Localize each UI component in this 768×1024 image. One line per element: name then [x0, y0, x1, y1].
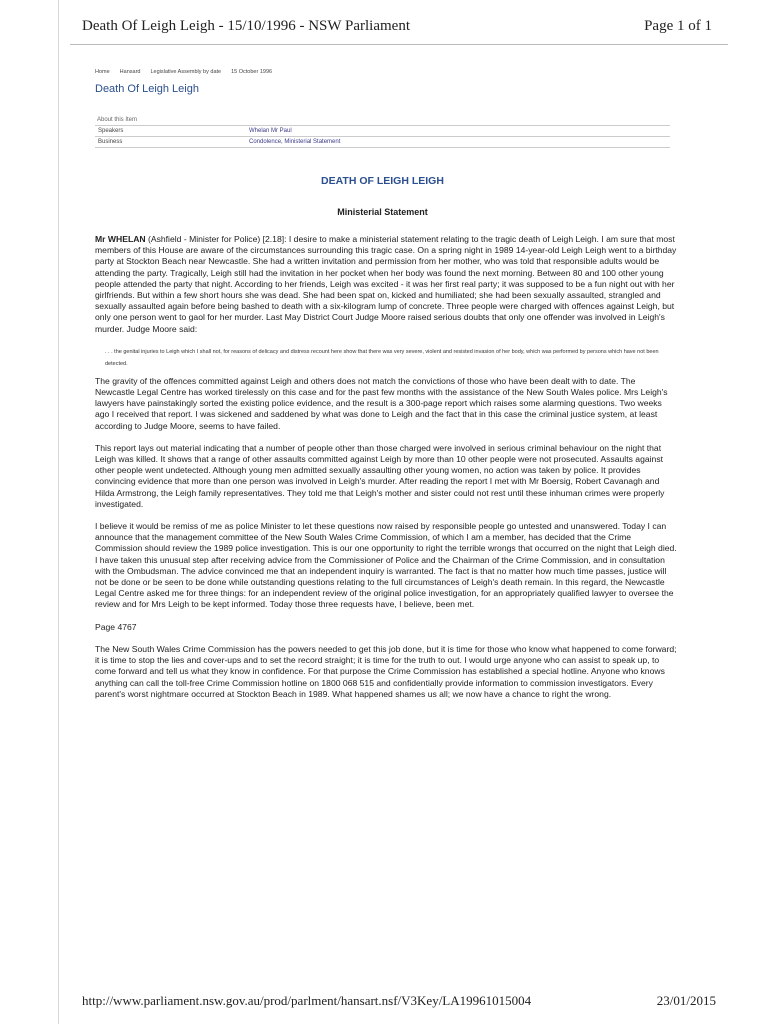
breadcrumb-home[interactable]: Home — [95, 69, 110, 75]
page-title: Death Of Leigh Leigh — [95, 83, 199, 95]
speakers-value[interactable]: Whelan Mr Paul — [246, 126, 670, 137]
speaker-name: Mr WHELAN — [95, 234, 146, 244]
scan-edge-line — [58, 0, 59, 1024]
print-header-title: Death Of Leigh Leigh - 15/10/1996 - NSW Parliament — [82, 18, 410, 34]
header-divider — [70, 44, 728, 45]
document-heading: DEATH OF LEIGH LEIGH — [321, 175, 444, 187]
about-item-table — [95, 125, 670, 148]
print-footer-url: http://www.parliament.nsw.gov.au/prod/parlment/hansart.nsf/V3Key/LA19961015004 — [82, 993, 532, 1008]
breadcrumb-assembly-by-date[interactable]: Legislative Assembly by date — [150, 69, 222, 75]
print-footer-date: 23/01/2015 — [656, 993, 716, 1008]
judge-quote: . . . the genital injuries to Leigh which I shall not, for reasons of delicacy and distress recount here show that there was very severe, violent and resisted invasion of her body, which was performed by persons which have not been detected. — [105, 348, 659, 367]
table-row — [95, 126, 670, 137]
speakers-key: Speakers — [95, 126, 246, 137]
page-reference: Page 4767 — [95, 621, 137, 632]
business-value: Condolence, Ministerial Statement — [246, 137, 670, 148]
about-item-label: About this Item — [97, 117, 138, 123]
paragraph-3: This report lays out material indicating that a number of people other than those charged were involved in serious criminal behaviour on the night that Leigh was killed. It shows that a range of other assaults committed against Leigh by more than 10 other people were not prosecuted. Assaults against other people went undetected. Although young men admitted sexually assaulting other young women, no action was taken by police. It provides convincing evidence that more than one person was involved in Leigh's murder. After reading the report I met with Mr Boersig, Robert Cavanagh and Hilda Armstrong, the Leigh family representatives. They told me that Leigh's mother and sister could not rest until these inhuman crimes were properly investigated. — [95, 442, 665, 509]
document-body — [95, 234, 677, 711]
breadcrumb-hansard[interactable]: Hansard — [119, 69, 141, 75]
table-row — [95, 137, 670, 148]
paragraph-1-text: (Ashfield - Minister for Police) [2.18]: I desire to make a ministerial statement relating to the tragic death of Leigh Leigh. I am sure that most members of this House are aware of the circumstances surrounding this tragic case. On a spring night in 1989 14-year-old Leigh Leigh went to a birthday party at Stockton Beach near Newcastle. She had a written invitation and permission from her mother, who was told that responsible adults would be attending the party. Tragically, Leigh still had the invitation in her pocket when her body was found the next morning. Between 80 and 100 other young people attended the party that night. According to her friends, Leigh was excited - it was her first real party; it was supposed to be a fun night out with her girlfriends. But within a few short hours she was dead. She had been spat on, kicked and humiliated; she had been sexually assaulted, strangled and sexually assaulted again before being bashed to death with a six-kilogram lump of concrete. Three people were charged with offences against Leigh, but only one person went to gaol for her murder. Last May District Court Judge Moore raised serious doubts that only one offender was involved in Leigh's murder. Judge Moore said: — [95, 234, 677, 334]
business-key: Business — [95, 137, 246, 148]
paragraph-5: The New South Wales Crime Commission has the powers needed to get this job done, but it is time for those who know what happened to come forward; it is time to stop the lies and cover-ups and to set the record straight; it is time for the truth to out. I would urge anyone who can assist to speak up, to come forward and tell us what they know in confidence. For that purpose the Crime Commission has established a special hotline. Anyone who knows anything can call the toll-free Crime Commission hotline on 1800 068 515 and confidentially provide information to commission investigators. Every parent's worst nightmare occurred at Stockton Beach in 1989. What happened shames us all; we now have a chance to right the wrong. — [95, 643, 677, 699]
print-header-page-number: Page 1 of 1 — [644, 18, 712, 34]
breadcrumb-date[interactable]: 15 October 1996 — [231, 69, 273, 75]
paragraph-2: The gravity of the offences committed against Leigh and others does not match the convictions of those who have been dealt with to date. The Newcastle Legal Centre has worked tirelessly on this case and for the past few months with the assistance of the New South Wales police. Mrs Leigh's lawyers have painstakingly sorted the existing police evidence, and the result is a 300-page report which raises some alarming questions. Two weeks ago I received that report. I was sickened and saddened by what was done to Leigh and the fact that in this case the criminal justice system, at least according to Judge Moore, seems to have failed. — [95, 375, 668, 431]
document-subheading: Ministerial Statement — [337, 207, 428, 217]
paragraph-4: I believe it would be remiss of me as police Minister to let these questions now raised by responsible people go untested and unanswered. Today I can announce that the management committee of the New South Wales Crime Commission, of which I am a member, has decided that the Crime Commission should review the 1989 police investigation. This is our one opportunity to right the terrible wrongs that occurred on the night that Leigh died. I have taken this unusual step after receiving advice from the Commissioner of Police and the Chairman of the Crime Commission, and in consultation with the Ombudsman. The advice convinced me that an independent inquiry is warranted. The fact is that no matter how much time passes, justice will not be done or be seen to be done while outstanding questions relating to the full circumstances of Leigh's death remain. In this regard, the Newcastle Legal Centre asked me for three things: for an independent review of the original police investigation, for an appropriately qualified lawyer to oversee the review and for Mrs Leigh to be kept informed. Today those three requests have, I believe, been met. — [95, 521, 677, 610]
breadcrumb — [95, 69, 272, 75]
paragraph-1 — [95, 234, 677, 335]
